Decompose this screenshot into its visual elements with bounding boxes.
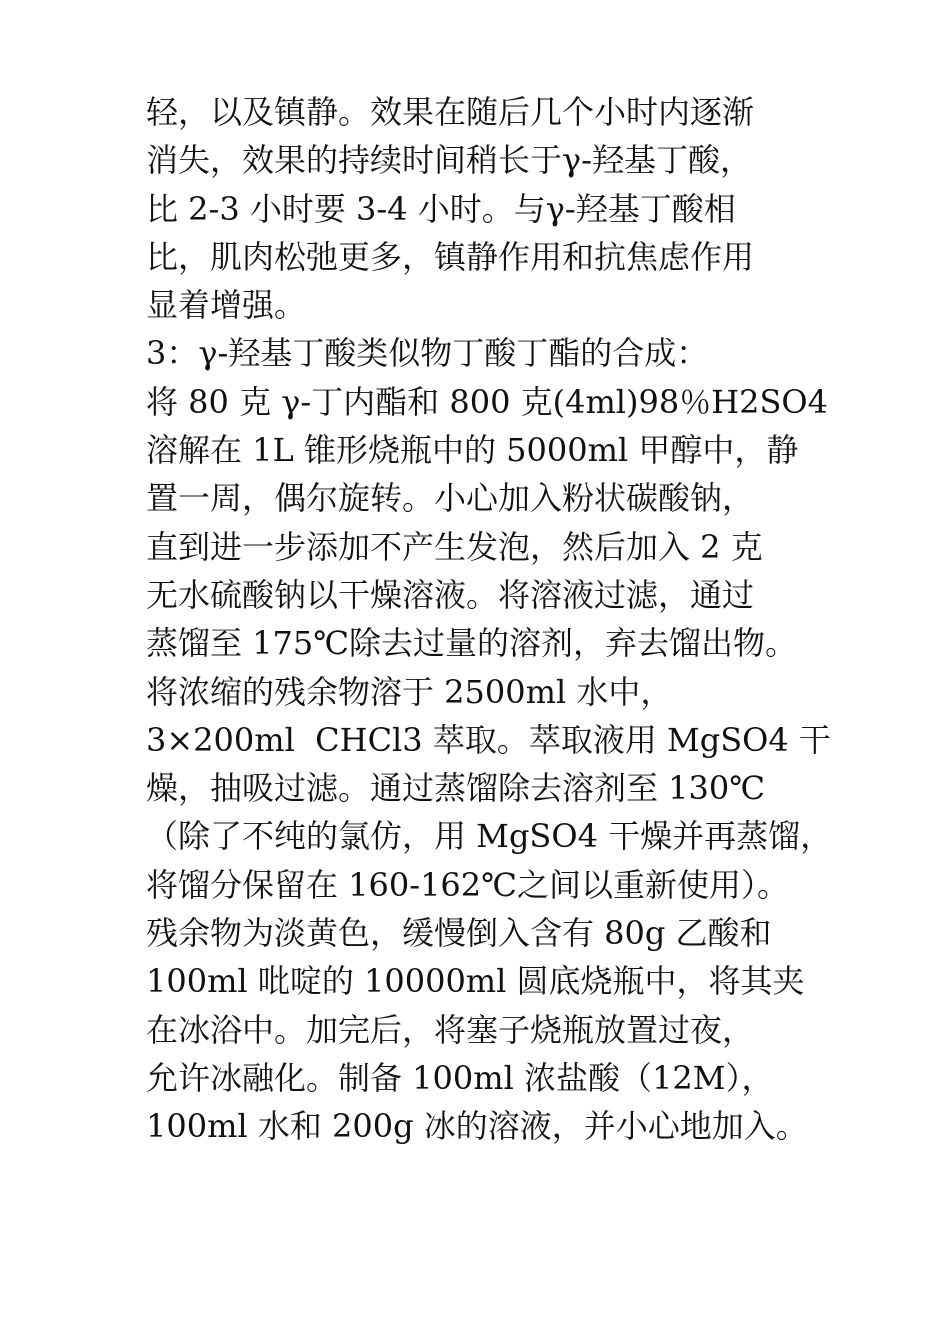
body-text: [146, 88, 833, 1151]
text-line-9: 置一周，偶尔旋转。小心加入粉状碳酸钠，: [146, 479, 755, 518]
text-line-18: 残余物为淡黄色，缓慢倒入含有 80g 乙酸和: [146, 914, 772, 953]
text-line-17: 将馏分保留在 160-162℃之间以重新使用）。: [146, 865, 789, 904]
text-line-16: （除了不纯的氯仿，用 MgSO4 干燥并再蒸馏，: [146, 817, 833, 856]
text-line-2: 消失，效果的持续时间稍长于γ-羟基丁酸，: [146, 141, 752, 180]
text-line-13: 将浓缩的残余物溶于 2500ml 水中，: [146, 672, 673, 711]
text-line-10: 直到进一步添加不产生发泡，然后加入 2 克: [146, 527, 763, 566]
text-line-22: 100ml 水和 200g 冰的溶液，并小心地加入。: [146, 1107, 808, 1146]
text-line-8: 溶解在 1L 锥形烧瓶中的 5000ml 甲醇中，静: [146, 431, 799, 470]
text-line-5: 显着增强。: [146, 286, 307, 325]
text-line-15: 燥，抽吸过滤。通过蒸馏除去溶剂至 130℃: [146, 769, 766, 808]
text-line-14: 3×200ml CHCl3 萃取。萃取液用 MgSO4 干: [146, 720, 831, 759]
text-line-3: 比 2-3 小时要 3-4 小时。与γ-羟基丁酸相: [146, 189, 736, 228]
text-line-21: 允许冰融化。制备 100ml 浓盐酸（12M），: [146, 1058, 774, 1097]
text-line-4: 比，肌肉松弛更多，镇静作用和抗焦虑作用: [146, 237, 755, 276]
section-heading: 3：γ-羟基丁酸类似物丁酸丁酯的合成：: [146, 334, 709, 373]
text-line-19: 100ml 吡啶的 10000ml 圆底烧瓶中，将其夹: [146, 962, 805, 1001]
text-line-7: 将 80 克 γ-丁内酯和 800 克(4ml)98％H2SO4: [146, 382, 829, 421]
text-line-12: 蒸馏至 175℃除去过量的溶剂，弃去馏出物。: [146, 624, 798, 663]
text-line-20: 在冰浴中。加完后，将塞子烧瓶放置过夜，: [146, 1010, 755, 1049]
text-line-1: 轻，以及镇静。效果在随后几个小时内逐渐: [146, 93, 755, 131]
text-line-11: 无水硫酸钠以干燥溶液。将溶液过滤，通过: [146, 575, 755, 614]
